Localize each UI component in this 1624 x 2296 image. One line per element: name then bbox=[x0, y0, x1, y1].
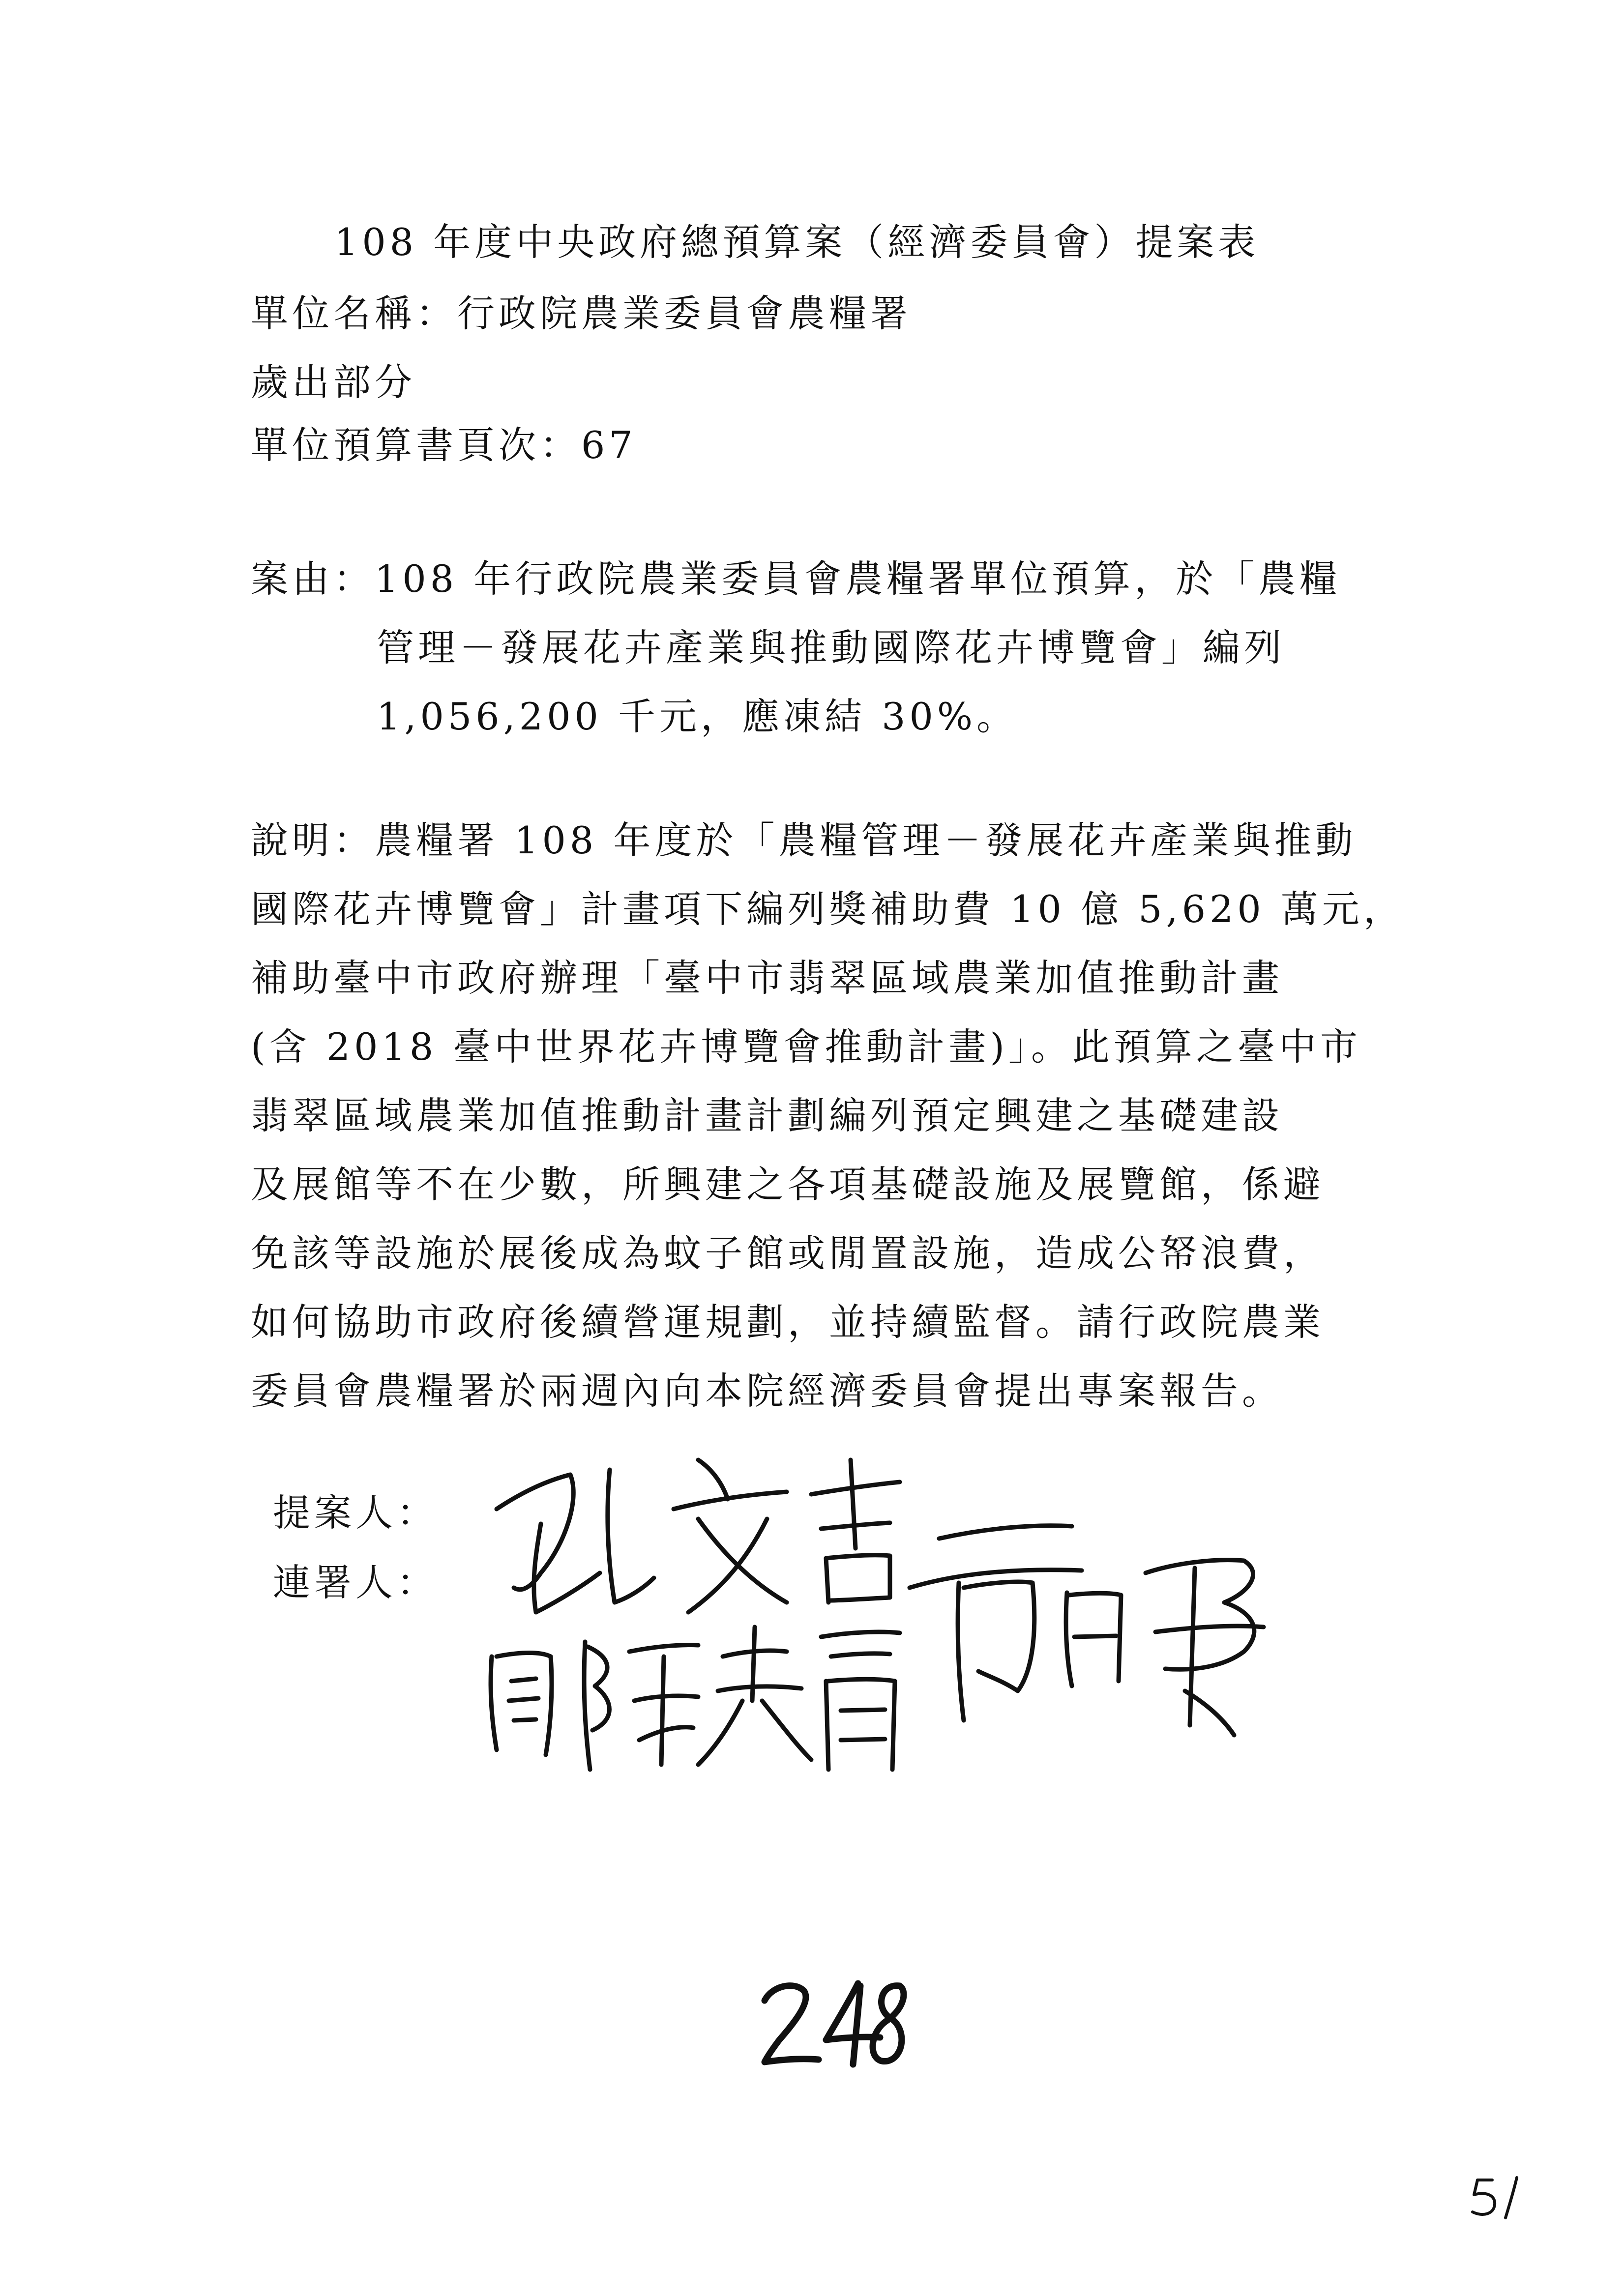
explanation-section bbox=[251, 818, 1405, 1413]
handwritten-signatures bbox=[467, 1425, 1352, 1779]
reason-line: 1,056,200 千元，應凍結 30%。 bbox=[377, 695, 1018, 738]
unit-name: 單位名稱：行政院農業委員會農糧署 bbox=[251, 291, 912, 335]
explanation-line: 如何協助市政府後續營運規劃，並持續監督。請行政院農業 bbox=[251, 1300, 1325, 1344]
reason-section bbox=[251, 557, 1382, 747]
explanation-line: 翡翠區域農業加值推動計畫計劃編列預定興建之基礎建設 bbox=[251, 1094, 1283, 1137]
proposer-label: 提案人： bbox=[273, 1491, 438, 1535]
explanation-line: 委員會農糧署於兩週內向本院經濟委員會提出專案報告。 bbox=[251, 1369, 1283, 1413]
reason-line: 管理－發展花卉產業與推動國際花卉博覽會」編列 bbox=[377, 626, 1285, 669]
handwritten-page-number bbox=[757, 1974, 915, 2072]
reason-line: 案由：108 年行政院農業委員會農糧署單位預算，於「農糧 bbox=[251, 557, 1341, 601]
explanation-line: 說明：農糧署 108 年度於「農糧管理－發展花卉產業與推動 bbox=[251, 818, 1357, 862]
cosigner-label: 連署人： bbox=[273, 1561, 438, 1604]
handwritten-corner-number bbox=[1465, 2173, 1529, 2222]
signature-chen-chao-ming bbox=[958, 1560, 1264, 1735]
signature-chou-chen-hsiu-hsia bbox=[491, 1627, 900, 1770]
explanation-line: 免該等設施於展後成為蚊子館或閒置設施，造成公帑浪費， bbox=[251, 1231, 1325, 1275]
explanation-line: 國際花卉博覽會」計畫項下編列獎補助費 10 億 5,620 萬元， bbox=[251, 887, 1405, 931]
explanation-line: 及展館等不在少數，所興建之各項基礎設施及展覽館，係避 bbox=[251, 1163, 1325, 1206]
signature-kong-wen-chi bbox=[497, 1460, 1082, 1612]
document-title: 108 年度中央政府總預算案（經濟委員會）提案表 bbox=[334, 220, 1260, 264]
explanation-line: (含 2018 臺中世界花卉博覽會推動計畫)」。此預算之臺中市 bbox=[251, 1025, 1362, 1069]
budget-part: 歲出部分 bbox=[251, 360, 416, 404]
explanation-line: 補助臺中市政府辦理「臺中市翡翠區域農業加值推動計畫 bbox=[251, 956, 1283, 1000]
budget-page-reference: 單位預算書頁次：67 bbox=[251, 423, 637, 467]
